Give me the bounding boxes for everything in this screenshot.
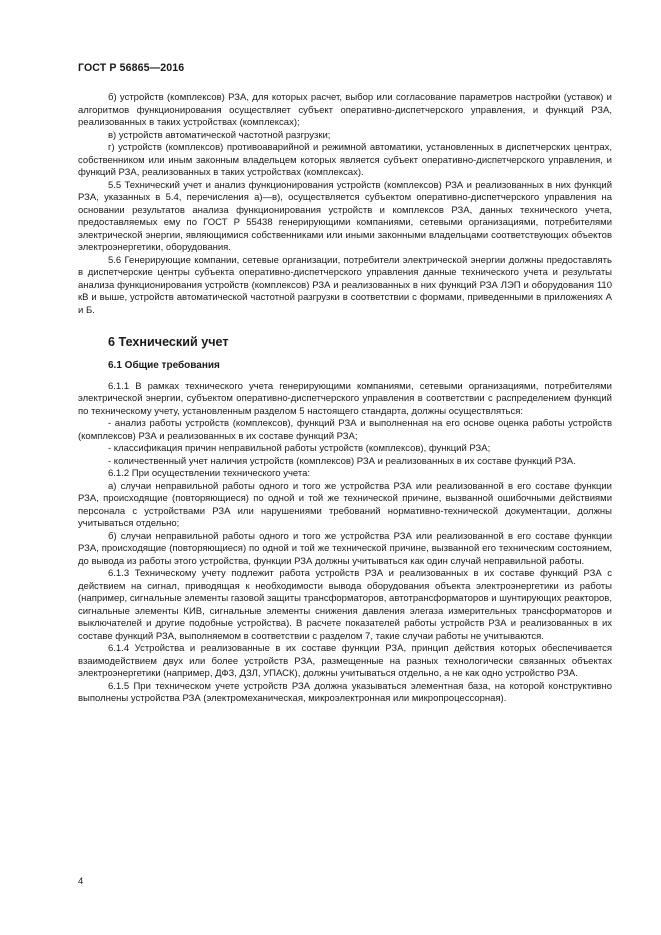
page-number: 4	[78, 876, 84, 887]
paragraph-6-1-4: 6.1.4 Устройства и реализованные в их составе функции РЗА, принцип действия которых обеспечивается взаимодействием двух или более устройств РЗА, размещенные на разных технологически связанных объектах электроэнергетики (например, ДФЗ, ДЗЛ, УПАСК), должны учитываться отдельно, а не как одно устройство РЗА.	[78, 643, 612, 679]
paragraph-g-emergency-automation: г) устройств (комплексов) противоаварийной и режимной автоматики, установленных в диспетчерских центрах, собственником или иным законным владельцем которых является субъект оперативно-диспетчерского управления, и функций РЗА, реализованных в таких устройствах (комплексах).	[78, 142, 612, 178]
list-item-classification: - классификация причин неправильной работы устройств (комплексов), функций РЗА;	[108, 443, 491, 454]
list-item-analysis: - анализ работы устройств (комплексов), функций РЗА и выполненная на его основе оценка работы устройств (комплексов) РЗА и реализованных в их составе функций РЗА;	[78, 418, 612, 442]
document-body	[78, 92, 612, 706]
paragraph-6-1-1: 6.1.1 В рамках технического учета генерирующими компаниями, сетевыми организациями, потребителями электрической энергии, субъектом оперативно-диспетчерского управления в соответствии с распределением функций по техническому учету, установленным разделом 5 настоящего стандарта, должны осуществляться:	[78, 380, 612, 417]
paragraph-5-5: 5.5 Технический учет и анализ функционирования устройств (комплексов) РЗА и реализованных в них функций РЗА, указанных в 5.4, перечисления а)—в), осуществляется субъектом оперативно-диспетчерского управления на основании результатов анализа функционирования устройств и комплексов РЗА, данных технического учета, предоставляемых ему по ГОСТ Р 55438 генерирующими компаниями, сетевыми организациями, потребителями электрической энергии, являющимися собственниками или иными законными владельцами соответствующих объектов электроэнергетики, оборудования.	[78, 179, 612, 253]
paragraph-b-devices: б) устройств (комплексов) РЗА, для которых расчет, выбор или согласование параметров настройки (уставок) и алгоритмов функционирования осуществляет субъект оперативно-диспетчерского управления, и функций РЗА, реализованных в таких устройствах (комплексах);	[78, 92, 612, 128]
subsection-title: 6.1 Общие требования	[108, 360, 220, 371]
section-title: 6 Технический учет	[108, 335, 229, 349]
page-header-doc-code: ГОСТ Р 56865—2016	[78, 62, 185, 74]
paragraph-6-1-5: 6.1.5 При техническом учете устройств РЗА должна указываться элементная база, на которой конструктивно выполнены устройства РЗА (электромеханическая, микроэлектронная или микропроцессорная).	[78, 680, 612, 704]
paragraph-5-6: 5.6 Генерирующие компании, сетевые организации, потребители электрической энергии должны предоставлять в диспетчерские центры субъекта оперативно-диспетчерского управления данные технического учета и результаты анализа функционирования устройств (комплексов) РЗА и реализованных в них функций РЗА ЛЭП и оборудования 110 кВ и выше, устройств автоматической частотной разгрузки в соответствии с формами, приведенными в приложениях А и Б.	[78, 254, 612, 316]
paragraph-6-1-2: 6.1.2 При осуществлении технического учета:	[108, 468, 311, 479]
paragraph-6-1-2-b: б) случаи неправильной работы одного и того же устройства РЗА или реализованной в его составе функции РЗА, происходящие (повторяющиеся) по одной и той же технической причине, вызванной его техническим состоянием, до вывода из работы этого устройства, функции РЗА должны учитываться как один случай неправильной работы.	[78, 530, 612, 567]
list-item-quantitative: - количественный учет наличия устройств (комплексов) РЗА и реализованных в их составе функций РЗА.	[108, 455, 576, 467]
paragraph-6-1-2-a: а) случаи неправильной работы одного и того же устройства РЗА или реализованной в его составе функции РЗА, происходящие (повторяющиеся) по одной и той же технической причине, вызванной ошибочными действиями персонала с устройствами РЗА или нарушениями требований нормативно-технической документации, должны учитываться отдельно;	[78, 480, 612, 529]
paragraph-6-1-3: 6.1.3 Техническому учету подлежит работа устройств РЗА и реализованных в их составе функций РЗА с действием на сигнал, приводящая к необходимости вывода оборудования объекта электроэнергетики из работы (например, сигнальные элементы газовой защиты трансформаторов, автотрансформаторов и шунтирующих реакторов, сигнальные элементы КИВ, сигнальные элементы снижения давления элегаза измерительных трансформаторов и выключателей и другие подобные устройства). В расчете показателей работы устройств РЗА и реализованных в их составе функций РЗА, выполняемом в соответствии с разделом 7, такие случаи работы не учитываются.	[78, 568, 612, 642]
paragraph-v-frequency-unloading: в) устройств автоматической частотной разгрузки;	[108, 129, 331, 141]
